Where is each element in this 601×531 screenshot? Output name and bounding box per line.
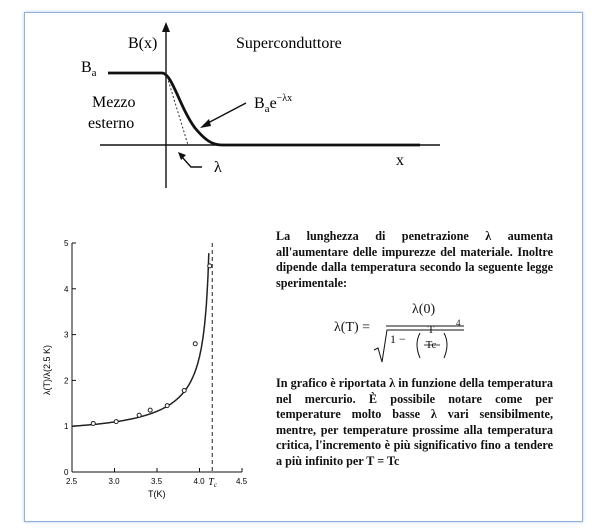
x-tick-label: 3.0 [108,477,120,486]
formula-t: T [427,324,435,336]
y-tick-label: 4 [64,284,69,294]
lambda-label: λ [214,159,222,176]
penetration-formula [334,300,494,368]
chart-tc-label: $T_c$ [208,477,217,489]
paragraph-intro: La lunghezza di penetrazione λ aumenta all'aumentare delle impurezze del materiale. Inoltre dipende dalla temperatura secondo la seguente legge sperimentale: [276,229,553,290]
formula-lines [334,300,494,368]
data-point [91,421,95,425]
decay-pointer [206,103,246,124]
chart-y-title: λ(T)/λ(2.5 K) [42,344,52,395]
diagram-y-arrow [162,22,170,32]
decay-pointer-head [200,119,211,128]
superconductor-label: Superconduttore [236,35,342,52]
y-tick-label: 3 [64,330,69,340]
lambda-vs-temperature-chart [42,239,248,499]
external-medium-line1: Mezzo [92,94,136,111]
x-tick-label: 4.5 [236,477,248,486]
data-point [182,388,186,392]
data-point [114,420,118,424]
y-axis-label: B(x) [128,35,158,52]
x-tick-label: 3.5 [151,477,163,486]
external-medium-line2: esterno [88,115,135,132]
formula-lhs: λ(T) = [334,320,371,335]
y-tick-label: 2 [64,376,69,386]
x-tick-label: 2.5 [66,477,78,486]
left-paren [417,333,420,358]
x-axis-label: x [396,152,404,169]
decay-formula: $B_ae^{-\lambda x}$ [254,93,293,115]
chart-x-title: T(K) [148,489,166,499]
chart-ticks [64,239,248,486]
formula-tc: Tc [425,339,437,351]
y-tick-label: 5 [64,239,69,248]
y-tick-label: 1 [64,422,69,432]
chart-fit-curve [72,253,209,426]
data-point [208,264,212,268]
x-tick-label: 4.0 [193,477,205,486]
formula-numerator: λ(0) [412,302,436,317]
formula-one-minus: 1 − [390,332,406,346]
lambda-pointer-head [178,152,186,160]
chart-points [91,264,211,426]
y-tick-label: 0 [64,468,69,477]
data-point [148,408,152,412]
paragraph-explanation: In grafico è riportata λ in funzione della temperatura nel mercurio. È possibile notare come per temperature molto basse λ vari sensibilmente, mentre, per temperature prossime alla temperatura critica, l'incremento è più significativo fino a tendere a più infinito per T = Tc [276,376,553,468]
data-point [137,413,141,417]
data-point [165,404,169,408]
formula-t-ratio [422,323,440,353]
formula-exponent: 4 [456,318,461,328]
ba-label: $B_a$ [81,59,97,79]
lambda-pointer [182,157,202,167]
right-paren [444,333,447,358]
data-point [193,342,197,346]
